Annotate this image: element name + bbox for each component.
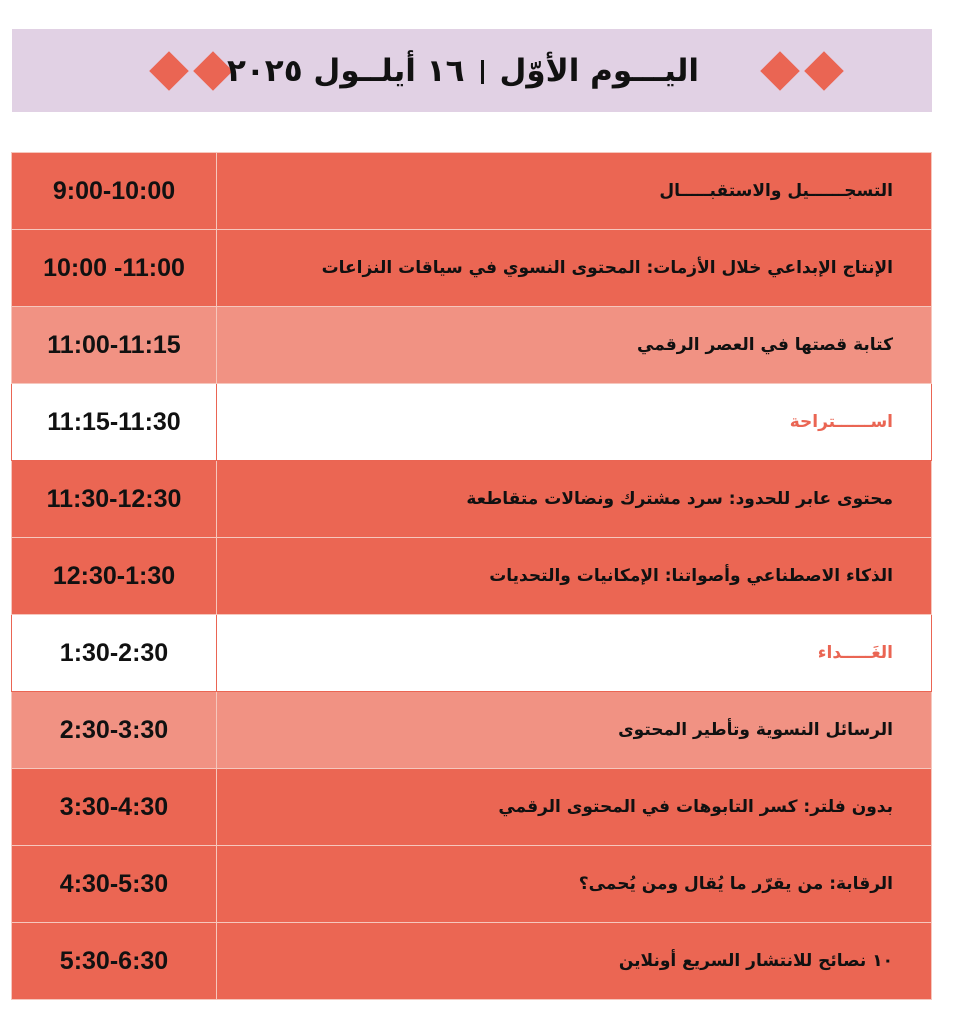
schedule-row	[12, 461, 932, 538]
title-separator	[481, 60, 484, 84]
session-time: 11:15-11:30	[12, 384, 217, 461]
session-title: الرسائل النسوية وتأطير المحتوى	[217, 692, 932, 769]
schedule-row	[12, 230, 932, 307]
session-time: 2:30-3:30	[12, 692, 217, 769]
schedule-row	[12, 923, 932, 1000]
day-header	[12, 29, 932, 112]
session-time: 11:00-11:15	[12, 307, 217, 384]
diamond-ornament-right	[760, 57, 844, 85]
page-title	[227, 53, 699, 89]
session-time: 9:00-10:00	[12, 153, 217, 230]
diamond-icon	[804, 51, 844, 91]
schedule-row	[12, 384, 932, 461]
session-title: محتوى عابر للحدود: سرد مشترك ونضالات متقاطعة	[217, 461, 932, 538]
session-title: ١٠ نصائح للانتشار السريع أونلاين	[217, 923, 932, 1000]
session-time: 4:30-5:30	[12, 846, 217, 923]
session-title: الرقابة: من يقرّر ما يُقال ومن يُحمى؟	[217, 846, 932, 923]
schedule-row	[12, 692, 932, 769]
session-time: 11:30-12:30	[12, 461, 217, 538]
session-time: 5:30-6:30	[12, 923, 217, 1000]
day-label: اليـــوم الأوّل	[499, 52, 700, 89]
schedule-body	[12, 153, 932, 1000]
session-title: بدون فلتر: كسر التابوهات في المحتوى الرقمي	[217, 769, 932, 846]
session-title: الغَـــــداء	[217, 615, 932, 692]
diamond-icon	[149, 51, 189, 91]
schedule-table	[11, 152, 932, 1000]
session-title: الإنتاج الإبداعي خلال الأزمات: المحتوى النسوي في سياقات النزاعات	[217, 230, 932, 307]
diamond-ornament-left	[149, 57, 233, 85]
session-time: 3:30-4:30	[12, 769, 217, 846]
session-title: التسجــــــيل والاستقبـــــال	[217, 153, 932, 230]
schedule-row	[12, 615, 932, 692]
session-title: كتابة قصتها في العصر الرقمي	[217, 307, 932, 384]
session-time: 12:30-1:30	[12, 538, 217, 615]
session-title: الذكاء الاصطناعي وأصواتنا: الإمكانيات والتحديات	[217, 538, 932, 615]
session-title: اســــــتراحة	[217, 384, 932, 461]
schedule-row	[12, 769, 932, 846]
schedule-row	[12, 307, 932, 384]
schedule-row	[12, 538, 932, 615]
diamond-icon	[760, 51, 800, 91]
date-label: ١٦ أيلــول ٢٠٢٥	[226, 52, 465, 89]
schedule-row	[12, 153, 932, 230]
schedule-row	[12, 846, 932, 923]
session-time: 10:00 -11:00	[12, 230, 217, 307]
session-time: 1:30-2:30	[12, 615, 217, 692]
